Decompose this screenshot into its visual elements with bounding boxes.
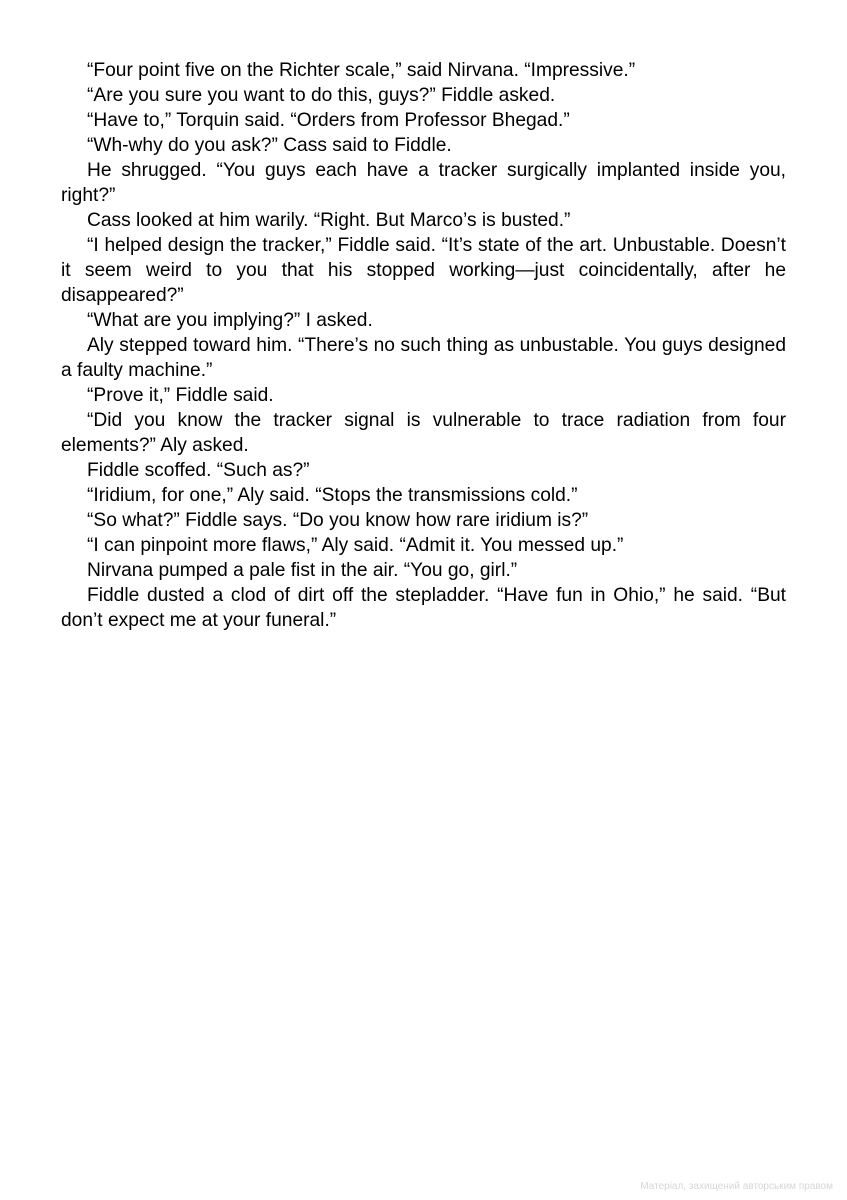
paragraph: “Wh-why do you ask?” Cass said to Fiddle.: [87, 135, 452, 156]
paragraph: Fiddle dusted a clod of dirt off the stepladder. “Have fun in Ohio,” he said. “But don’t expect me at your funeral.”: [61, 585, 786, 631]
paragraph: “Did you know the tracker signal is vulnerable to trace radiation from four elements?” Aly asked.: [61, 410, 786, 456]
paragraph: “Are you sure you want to do this, guys?” Fiddle asked.: [87, 85, 556, 106]
page-body: [61, 58, 786, 633]
paragraph: “Four point five on the Richter scale,” said Nirvana. “Impressive.”: [87, 60, 636, 81]
paragraph: “Prove it,” Fiddle said.: [87, 385, 274, 406]
paragraph: “What are you implying?” I asked.: [87, 310, 373, 331]
paragraph: “Have to,” Torquin said. “Orders from Professor Bhegad.”: [87, 110, 570, 131]
paragraph: “I can pinpoint more flaws,” Aly said. “Admit it. You messed up.”: [87, 535, 624, 556]
paragraph: Fiddle scoffed. “Such as?”: [87, 460, 310, 481]
paragraph: “Iridium, for one,” Aly said. “Stops the transmissions cold.”: [87, 485, 578, 506]
paragraph: Aly stepped toward him. “There’s no such thing as unbustable. You guys designed a faulty machine.”: [61, 335, 786, 381]
paragraph: Cass looked at him warily. “Right. But Marco’s is busted.”: [87, 210, 571, 231]
paragraph: He shrugged. “You guys each have a tracker surgically implanted inside you, right?”: [61, 160, 786, 206]
paragraph: Nirvana pumped a pale fist in the air. “You go, girl.”: [87, 560, 518, 581]
paragraph: “So what?” Fiddle says. “Do you know how rare iridium is?”: [87, 510, 589, 531]
copyright-watermark: Матеріал, захищений авторським правом: [640, 1181, 833, 1192]
paragraph: “I helped design the tracker,” Fiddle said. “It’s state of the art. Unbustable. Doesn’t it seem weird to you that his stopped working—just coincidentally, after he disappeared?”: [61, 235, 786, 306]
